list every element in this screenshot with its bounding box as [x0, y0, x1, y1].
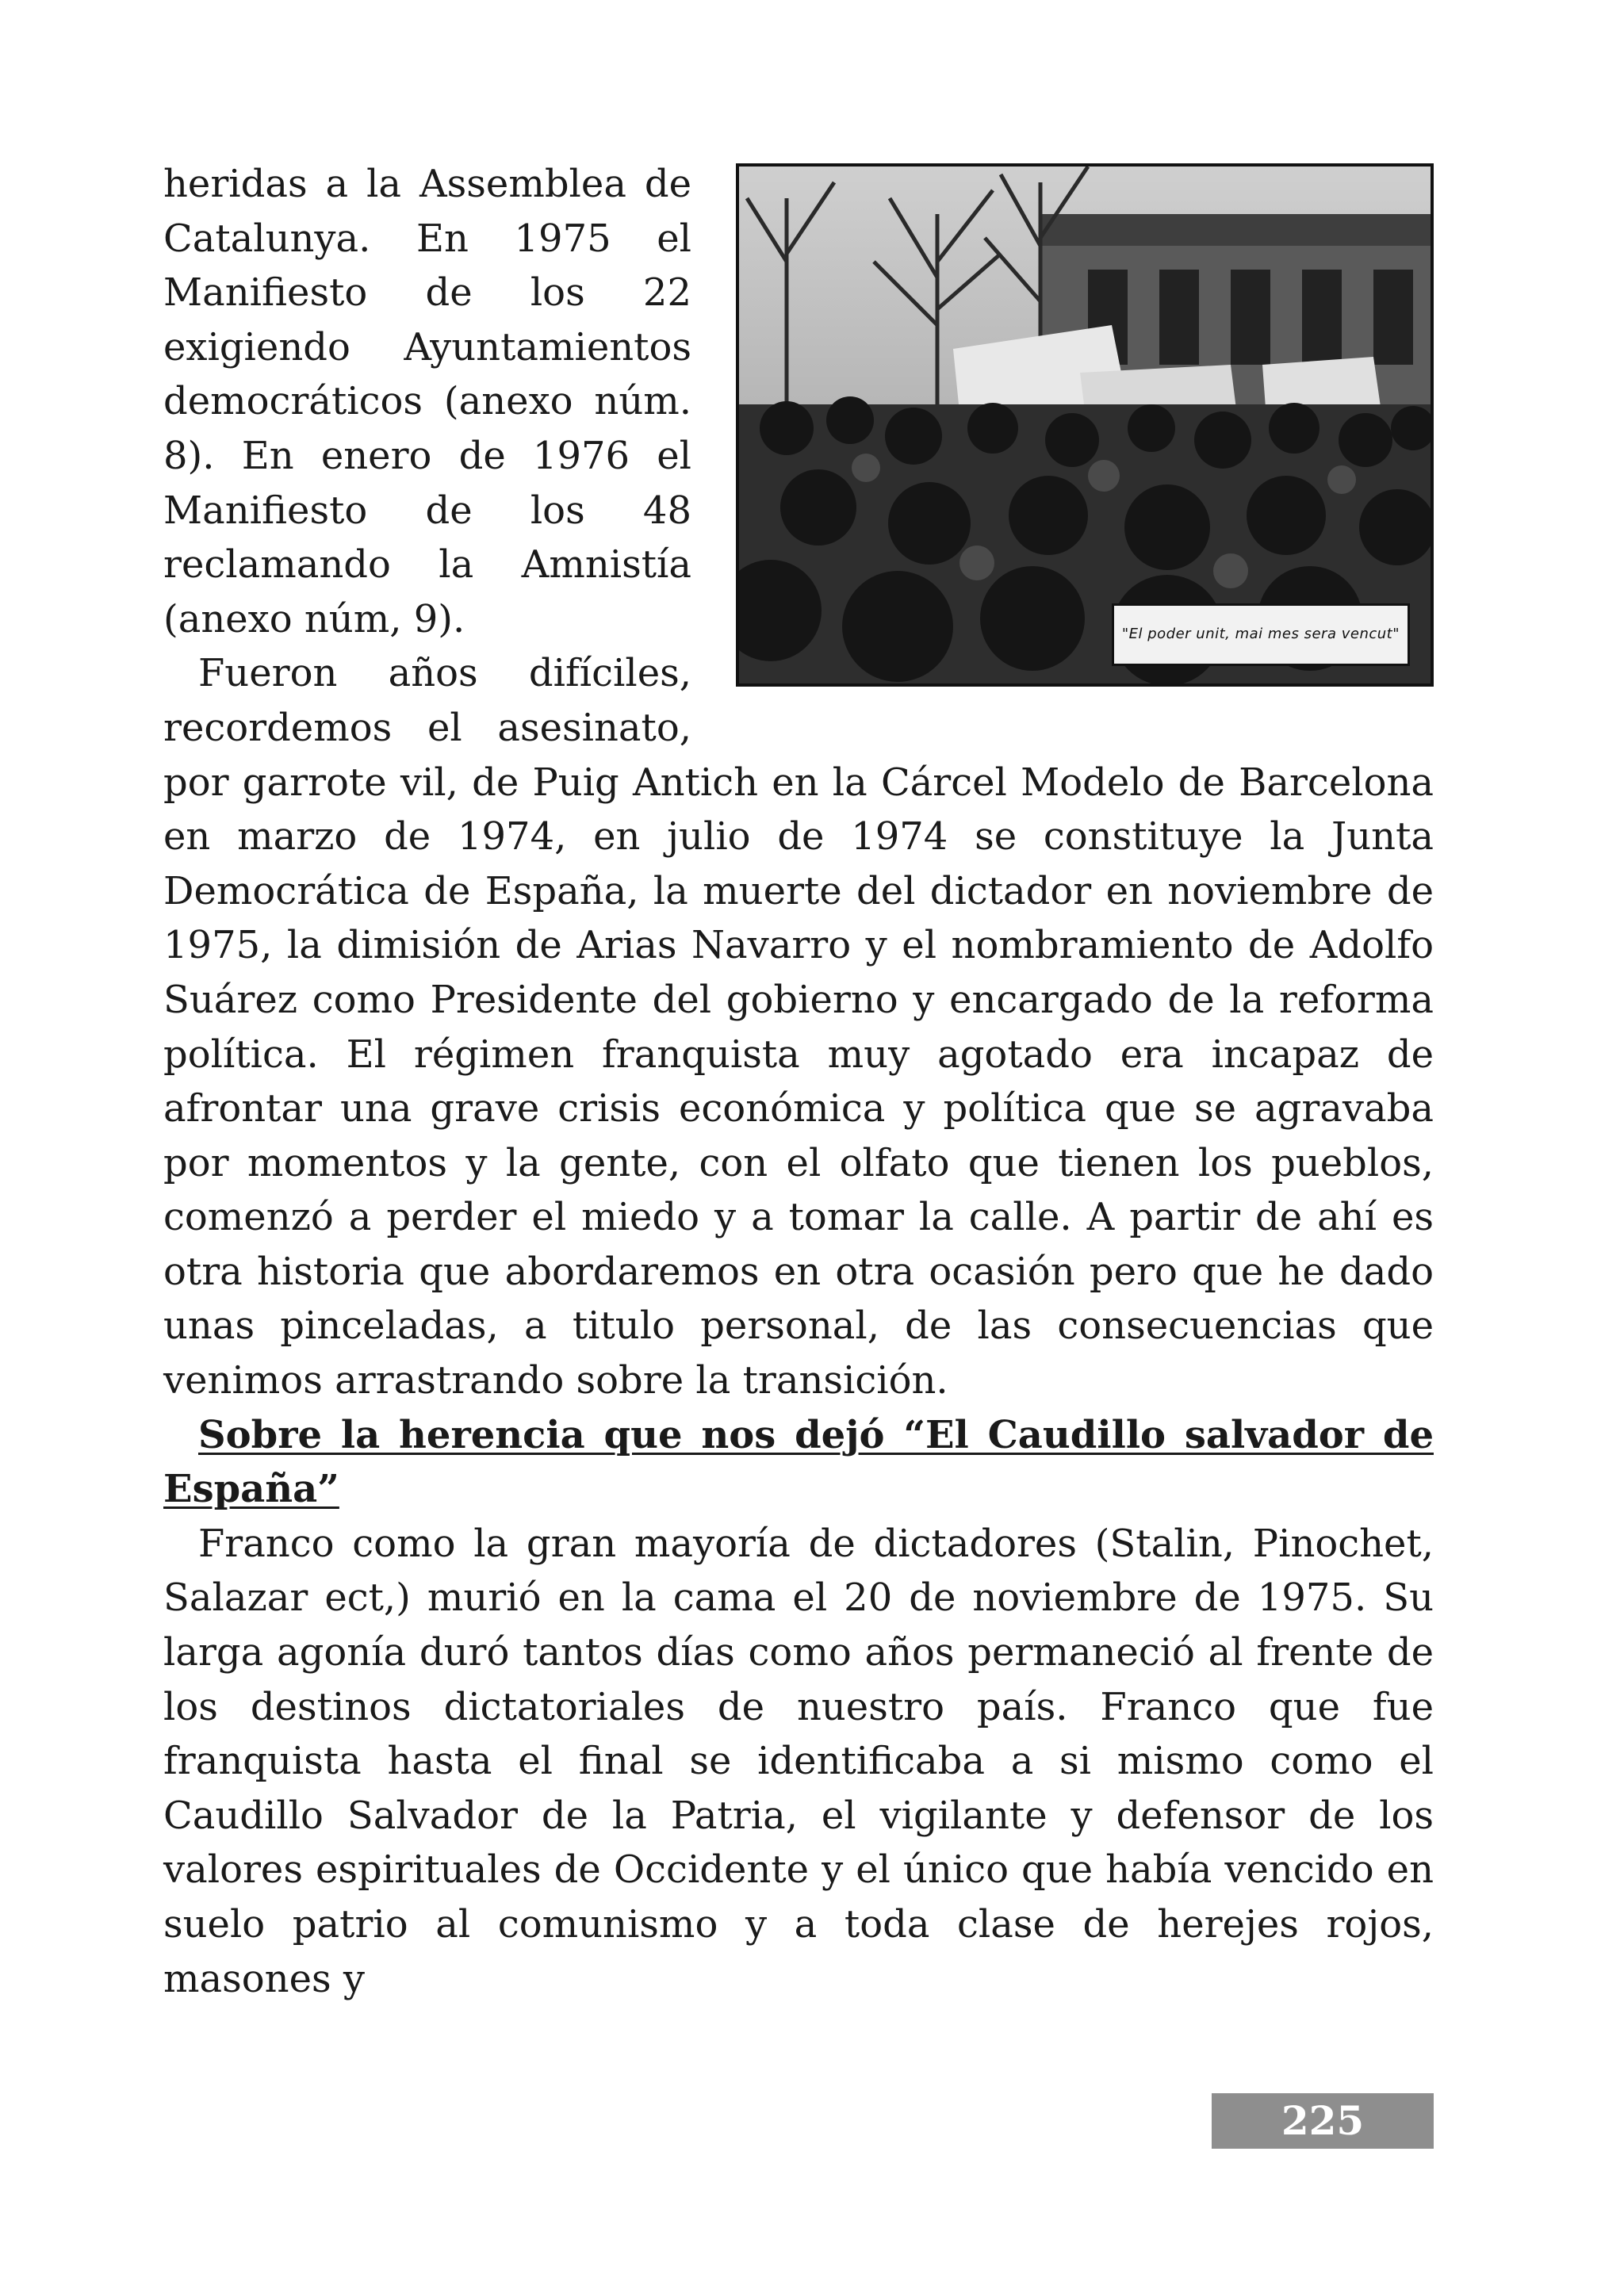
- page-number: 225: [1212, 2093, 1434, 2149]
- protest-photo: [736, 163, 1434, 687]
- paragraph-1: heridas a la Assemblea de Catalunya. En 1975 el Manifiesto de los 22 exigiendo Ayuntamientos democráticos (anexo núm. 8). En enero de 1976 el Manifiesto de los 48 reclamando la Amnistía (anexo núm, 9).: [163, 162, 691, 641]
- body-text: [163, 157, 1434, 2006]
- section-heading: Sobre la herencia que nos dejó “El Caudillo salvador de España”: [163, 1412, 1434, 1512]
- paragraph-2: Fueron años difíciles, recordemos el asesinato, por garrote vil, de Puig Antich en la Cárcel Modelo de Barcelona en marzo de 1974, en julio de 1974 se constituye la Junta Democrática de España, la muerte del dictador en noviembre de 1975, la dimisión de Arias Navarro y el nombramiento de Adolfo Suárez como Presidente del gobierno y encargado de la reforma política. El régimen franquista muy agotado era incapaz de afrontar una grave crisis económica y política que se agravaba por momentos y la gente, con el olfato que tienen los pueblos, comenzó a perder el miedo y a tomar la calle. A partir de ahí es otra historia que abordaremos en otra ocasión pero que he dado unas pinceladas, a titulo personal, de las consecuencias que venimos arrastrando sobre la transición.: [163, 651, 1434, 1403]
- paragraph-3: Franco como la gran mayoría de dictadores (Stalin, Pinochet, Salazar ect,) murió en la cama el 20 de noviembre de 1975. Su larga agonía duró tantos días como años permaneció al frente de los destinos dictatoriales de nuestro país. Franco que fue franquista hasta el final se identificaba a si mismo como el Caudillo Salvador de la Patria, el vigilante y defensor de los valores espirituales de Occidente y el único que había vencido en suelo patrio al comunismo y a toda clase de herejes rojos, masones y: [163, 1521, 1434, 2001]
- photo-caption: "El poder unit, mai mes sera vencut": [1112, 603, 1410, 666]
